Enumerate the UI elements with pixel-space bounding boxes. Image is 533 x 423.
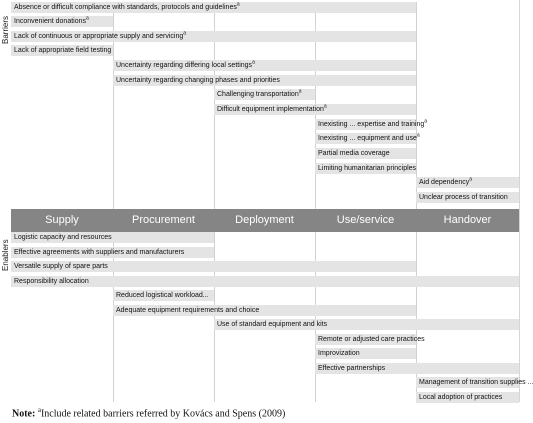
note-superscript: a: [37, 406, 41, 414]
barrier-label: Unclear process of transition: [419, 194, 508, 201]
enabler-bar: [11, 247, 214, 258]
footnote-marker: a: [416, 132, 420, 139]
footnote-marker: a: [183, 30, 187, 37]
enabler-bar: [11, 232, 214, 243]
barrier-label: Absence or difficult compliance with standards, protocols and guidelines: [14, 4, 237, 11]
barrier-label: Inconvenient donations: [14, 18, 86, 25]
phase-label: Use/service: [336, 214, 395, 226]
enabler-label: Reduced logistical workload...: [116, 292, 209, 299]
enabler-label: Adequate equipment requirements and choice: [116, 307, 260, 314]
barrier-bar: [214, 104, 416, 115]
enabler-bar: [315, 363, 519, 374]
note-prefix: Note:: [12, 408, 36, 420]
barrier-bar: [11, 2, 416, 13]
enabler-bar: [11, 276, 519, 287]
enabler-label: Local adoption of practices: [419, 394, 503, 401]
barrier-bar: [315, 148, 416, 159]
footnote-marker: a: [323, 103, 327, 110]
footnote-marker: a: [298, 88, 302, 95]
enabler-label: Versatile supply of spare parts: [14, 263, 108, 270]
barrier-bar: [214, 89, 315, 100]
enabler-bar: [11, 261, 416, 272]
barrier-bar: [113, 60, 416, 71]
footnote-marker: a: [236, 1, 240, 8]
barrier-label: Inexisting ... expertise and training: [318, 121, 425, 128]
barrier-bar: [11, 45, 113, 56]
barrier-label: Aid dependency: [419, 179, 470, 186]
barrier-label: Lack of appropriate field testing: [14, 47, 112, 54]
enabler-label: Improvization: [318, 350, 360, 357]
phase-label: Handover: [443, 214, 492, 226]
enabler-label: Effective partnerships: [318, 365, 386, 372]
barrier-label: Uncertainty regarding differing local settings: [116, 62, 253, 69]
barrier-bar: [416, 177, 519, 188]
barrier-label: Partial media coverage: [318, 150, 390, 157]
footnote-marker: a: [86, 15, 89, 22]
enabler-bar: [214, 319, 519, 330]
enabler-bar: [113, 305, 416, 316]
barrier-label: Challenging transportation: [217, 91, 299, 98]
enabler-bar: [416, 392, 519, 403]
barrier-label: Uncertainty regarding changing phases and priorities: [116, 77, 280, 84]
phase-label: Procurement: [132, 214, 195, 226]
footnote-marker: a: [424, 118, 428, 125]
enabler-label: Management of transition supplies ...: [419, 379, 533, 386]
enabler-label: Logistic capacity and resources: [14, 234, 112, 241]
enabler-label: Responsibility allocation: [14, 278, 89, 285]
barrier-bar: [113, 75, 416, 86]
footnote-marker: a: [469, 176, 472, 183]
barrier-label: Limiting humanitarian principles: [318, 165, 417, 172]
enabler-label: Effective agreements with suppliers and manufacturers: [14, 249, 185, 256]
barrier-label: Difficult equipment implementation: [217, 106, 324, 113]
enabler-label: Use of standard equipment and kits: [217, 321, 328, 328]
barrier-bar: [315, 163, 416, 174]
barriers-side-label: Barriers: [1, 15, 10, 44]
barrier-bar: [11, 16, 113, 27]
enabler-bar: [416, 377, 533, 388]
barrier-bar: [416, 192, 519, 203]
barrier-label: Lack of continuous or appropriate supply and servicing: [14, 33, 184, 40]
enabler-bar: [113, 290, 214, 301]
note-text: Include related barriers referred by Kovács and Spens (2009): [40, 408, 286, 420]
figure-note: [12, 406, 285, 419]
barrier-bar: [315, 132, 420, 144]
enablers-side-label: Enablers: [1, 239, 10, 271]
phase-label: Deployment: [235, 214, 294, 226]
enabler-bar: [315, 348, 416, 359]
footnote-marker: a: [252, 59, 255, 66]
barrier-bar: [11, 31, 416, 42]
enabler-bar: [315, 334, 425, 345]
enabler-label: Remote or adjusted care practices: [318, 336, 425, 343]
barrier-label: Inexisting ... equipment and use: [318, 135, 417, 142]
phase-label: Supply: [45, 214, 79, 226]
barrier-bar: [315, 118, 428, 130]
